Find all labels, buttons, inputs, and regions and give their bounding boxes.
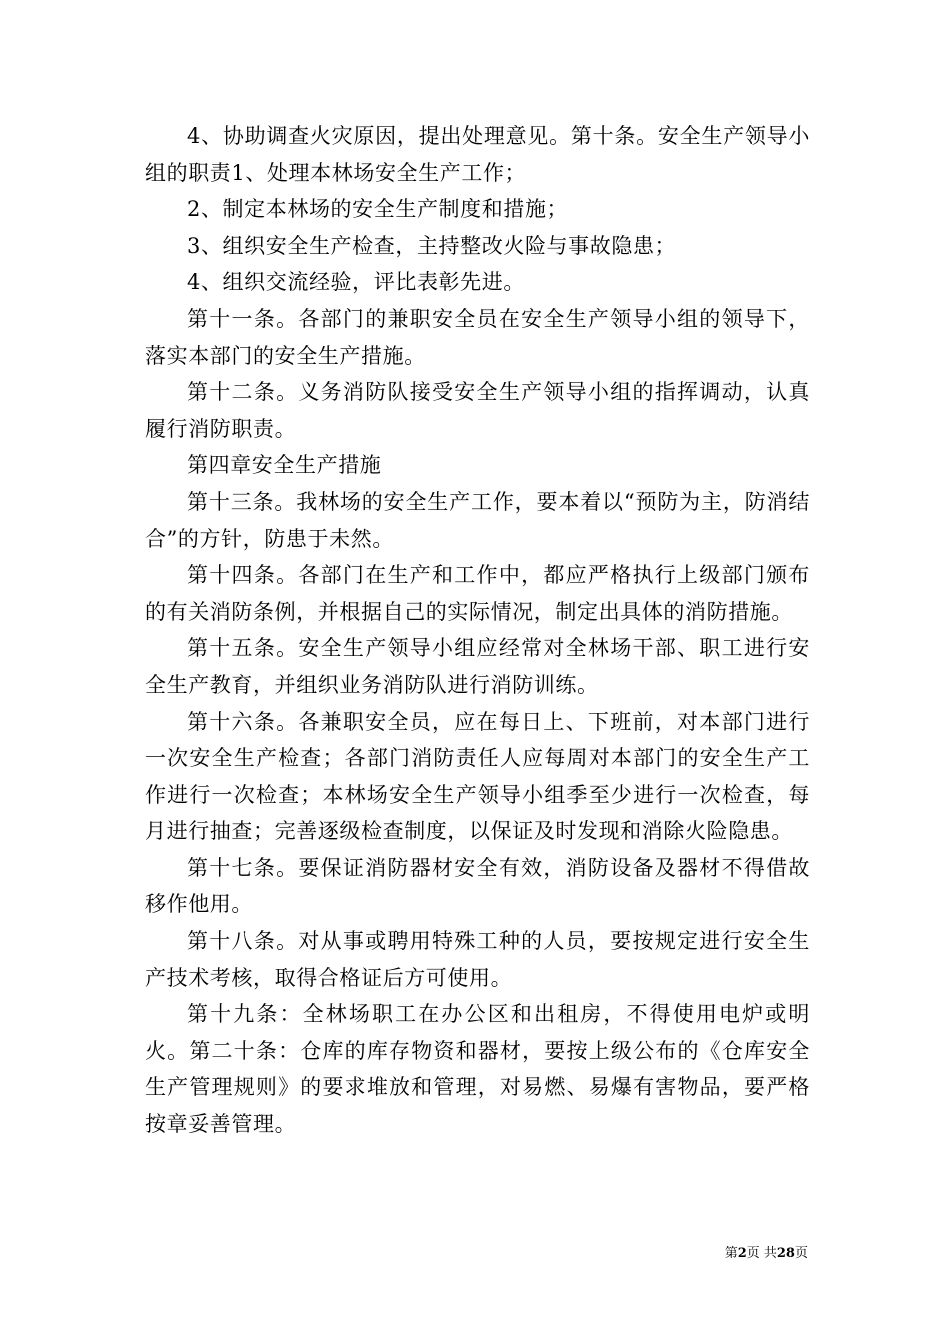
paragraph-article-18: 第十八条。对从事或聘用特殊工种的人员，要按规定进行安全生产技术考核，取得合格证后方可使用。 <box>145 929 810 990</box>
paragraph-article-15: 第十五条。安全生产领导小组应经常对全林场干部、职工进行安全生产教育，并组织业务消防队进行消防训练。 <box>145 636 810 697</box>
footer-suffix: 页 <box>794 1246 808 1261</box>
paragraph-article-16: 第十六条。各兼职安全员，应在每日上、下班前，对本部门进行一次安全生产检查；各部门消防责任人应每周对本部门的安全生产工作进行一次检查；本林场安全生产领导小组季至少进行一次检查，每月进行抽查；完善逐级检查制度，以保证及时发现和消除火险隐患。 <box>145 709 810 844</box>
paragraph-article-11: 第十一条。各部门的兼职安全员在安全生产领导小组的领导下，落实本部门的安全生产措施。 <box>145 306 810 368</box>
paragraph-article-19-20: 第十九条：全林场职工在办公区和出租房，不得使用电炉或明火。第二十条：仓库的库存物资和器材，要按上级公布的《仓库安全生产管理规则》的要求堆放和管理，对易燃、易爆有害物品，要严格按章妥善管理。 <box>145 1002 810 1137</box>
paragraph-article-13: 第十三条。我林场的安全生产工作，要本着以“预防为主，防消结合”的方针，防患于未然。 <box>145 489 810 551</box>
document-body <box>145 118 810 1143</box>
page-number-footer <box>0 1245 808 1263</box>
paragraph-article-10-item-4: 4、组织交流经验，评比表彰先进。 <box>187 270 525 295</box>
total-pages-number: 28 <box>776 1246 795 1261</box>
paragraph-article-10-item-2: 2、制定本林场的安全生产制度和措施； <box>187 197 569 222</box>
paragraph-article-9-item-4: 4、协助调查火灾原因，提出处理意见。第十条。安全生产领导小组的职责1、处理本林场安全生产工作； <box>145 124 810 185</box>
paragraph-article-12: 第十二条。义务消防队接受安全生产领导小组的指挥调动，认真履行消防职责。 <box>145 380 810 441</box>
paragraph-article-17: 第十七条。要保证消防器材安全有效，消防设备及器材不得借故移作他用。 <box>145 855 810 917</box>
current-page-number: 2 <box>737 1246 747 1261</box>
footer-middle: 页 共 <box>746 1246 777 1261</box>
footer-prefix: 第 <box>724 1246 738 1261</box>
chapter-4-heading: 第四章安全生产措施 <box>187 453 382 478</box>
paragraph-article-10-item-3: 3、组织安全生产检查，主持整改火险与事故隐患； <box>187 233 677 258</box>
paragraph-article-14: 第十四条。各部门在生产和工作中，都应严格执行上级部门颁布的有关消防条例，并根据自己的实际情况，制定出具体的消防措施。 <box>145 563 810 624</box>
